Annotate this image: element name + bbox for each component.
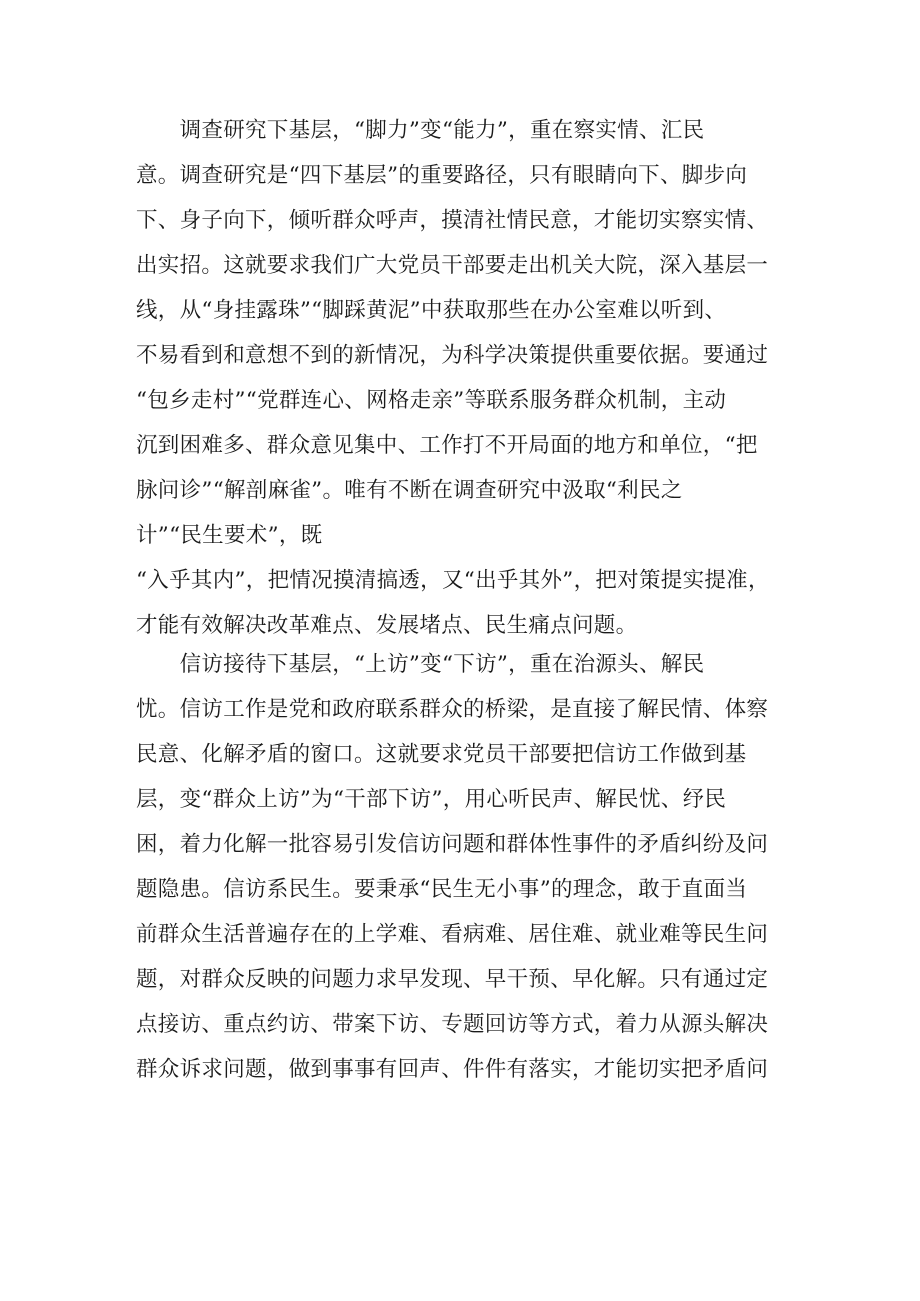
text-line: 下、身子向下，倾听群众呼声，摸清社情民意，才能切实察实情、 [136, 208, 769, 233]
text-line: 调查研究下基层，“脚力”变“能力”，重在察实情、汇民 [136, 118, 705, 143]
text-line: 点接访、重点约访、带案下访、专题回访等方式，着力从源头解决 [136, 1012, 769, 1037]
text-line: “入乎其内”，把情况摸清搞透，又“出乎其外”，把对策提实提准， [136, 568, 770, 593]
text-line: 脉问诊”“解剖麻雀”。唯有不断在调查研究中汲取“利民之 [136, 478, 683, 503]
text-line: 前群众生活普遍存在的上学难、看病难、居住难、就业难等民生问 [136, 922, 769, 947]
text-line: 线，从“身挂露珠”“脚踩黄泥”中获取那些在办公室难以听到、 [136, 298, 727, 323]
text-line: 困，着力化解一批容易引发信访问题和群体性事件的矛盾纠纷及问 [136, 832, 769, 857]
text-line: 计”“民生要术”，既 [136, 523, 323, 548]
text-line: 意。调查研究是“四下基层”的重要路径，只有眼睛向下、脚步向 [136, 163, 748, 188]
text-line: 层，变“群众上访”为“干部下访”，用心听民声、解民忧、纾民 [136, 787, 727, 812]
paragraph-investigation-research [136, 108, 776, 648]
text-line: 题隐患。信访系民生。要秉承“民生无小事”的理念，敢于直面当 [136, 877, 748, 902]
text-line: 题，对群众反映的问题力求早发现、早干预、早化解。只有通过定 [136, 967, 769, 992]
text-line: 出实招。这就要求我们广大党员干部要走出机关大院，深入基层一 [136, 253, 769, 278]
paragraph-petition-reception [136, 642, 776, 1092]
text-line: 信访接待下基层，“上访”变“下访”，重在治源头、解民 [136, 652, 705, 677]
text-line: 民意、化解矛盾的窗口。这就要求党员干部要把信访工作做到基 [136, 742, 747, 767]
text-line: 群众诉求问题，做到事事有回声、件件有落实，才能切实把矛盾问 [136, 1057, 769, 1082]
text-line: 忧。信访工作是党和政府联系群众的桥梁，是直接了解民情、体察 [136, 697, 769, 722]
text-line: 才能有效解决改革难点、发展堵点、民生痛点问题。 [136, 613, 638, 638]
text-line: 不易看到和意想不到的新情况，为科学决策提供重要依据。要通过 [136, 343, 769, 368]
text-line: 沉到困难多、群众意见集中、工作打不开局面的地方和单位，“把 [136, 433, 758, 458]
text-line: “包乡走村”“党群连心、网格走亲”等联系服务群众机制，主动 [136, 388, 727, 413]
